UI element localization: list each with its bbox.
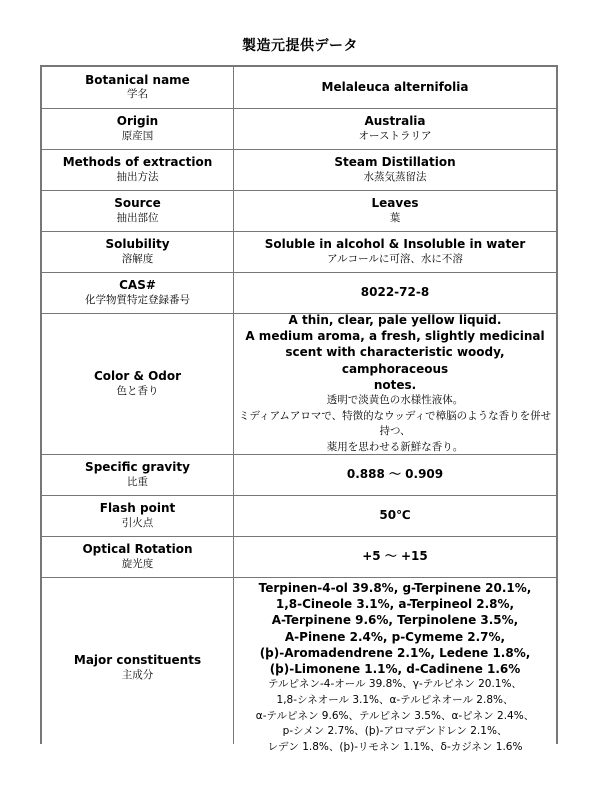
value-en: +5 ～ +15	[362, 549, 428, 564]
value-jp-line: α-テルピネン 9.6%、テルピネン 3.5%、α-ピネン 2.4%、	[255, 709, 535, 722]
value-jp-line: 透明で淡黄色の水様性液体。	[326, 393, 464, 406]
value-solubility	[234, 232, 556, 272]
value-en-line: (þ)-Limonene 1.1%, d-Cadinene 1.6%	[269, 662, 521, 676]
value-en-line: Terpinen-4-ol 39.8%, g-Terpinene 20.1%,	[258, 581, 532, 596]
label-origin	[42, 109, 233, 149]
value-en: Melaleuca alternifolia	[321, 79, 469, 94]
value-en-line: notes.	[373, 377, 417, 392]
label-jp: 抽出部位	[116, 211, 159, 224]
label-en: Optical Rotation	[82, 542, 193, 557]
label-flash-point	[42, 496, 233, 536]
label-optical-rotation	[42, 537, 233, 577]
label-jp: 引火点	[121, 516, 154, 529]
value-jp: 水蒸気蒸留法	[363, 170, 427, 183]
label-jp: 溶解度	[121, 252, 154, 265]
value-en-line: 1,8-Cineole 3.1%, a-Terpineol 2.8%,	[275, 597, 515, 612]
document-title: 製造元提供データ	[242, 38, 358, 54]
value-en: Steam Distillation	[334, 155, 456, 170]
value-color-odor	[234, 314, 556, 454]
value-en: Leaves	[371, 196, 419, 211]
value-en-line: (þ)-Aromadendrene 2.1%, Ledene 1.8%,	[259, 645, 531, 660]
value-en: Soluble in alcohol & Insoluble in water	[264, 237, 526, 252]
value-en-line: A-Terpinene 9.6%, Terpinolene 3.5%,	[271, 613, 519, 628]
label-en: CAS#	[119, 278, 156, 293]
value-en-line: A-Pinene 2.4%, p-Cymeme 2.7%,	[284, 629, 506, 644]
value-origin	[234, 109, 556, 149]
label-en: Methods of extraction	[62, 155, 213, 170]
value-specific-gravity	[234, 455, 556, 495]
value-optical-rotation	[234, 537, 556, 577]
label-color-odor	[42, 314, 233, 454]
value-jp: 葉	[389, 211, 401, 224]
value-en-line: A medium aroma, a fresh, slightly medicinal	[245, 329, 545, 344]
label-jp: 主成分	[121, 668, 154, 681]
label-major-constituents	[42, 578, 233, 758]
value-jp-line: ミディアムアロマで、特徴的なウッディで樟脳のような香りを併せ持つ、	[238, 409, 552, 438]
value-jp-line: 薬用を思わせる新鮮な香り。	[326, 441, 464, 454]
value-jp: アルコールに可溶、水に不溶	[327, 252, 463, 265]
label-en: Source	[114, 196, 161, 211]
label-en: Solubility	[105, 237, 170, 252]
value-jp-line: レデン 1.8%、(þ)-リモネン 1.1%、δ-カジネン 1.6%	[267, 741, 523, 754]
label-en: Color & Odor	[93, 369, 182, 384]
value-en: Australia	[364, 114, 426, 129]
value-en: 8022-72-8	[360, 285, 430, 300]
label-jp: 抽出方法	[116, 170, 159, 183]
label-jp: 旋光度	[121, 557, 154, 570]
label-botanical-name	[42, 67, 233, 108]
label-solubility	[42, 232, 233, 272]
value-en: 50℃	[379, 508, 411, 523]
label-specific-gravity	[42, 455, 233, 495]
value-en: 0.888 ～ 0.909	[346, 467, 444, 482]
value-flash-point	[234, 496, 556, 536]
label-en: Major constituents	[73, 653, 202, 668]
label-methods-of-extraction	[42, 150, 233, 190]
label-jp: 原産国	[121, 129, 154, 142]
label-jp: 比重	[127, 475, 148, 488]
value-source	[234, 191, 556, 231]
label-cas-number	[42, 273, 233, 313]
value-jp-line: p-シメン 2.7%、(þ)-アロマデンドレン 2.1%、	[282, 725, 508, 738]
value-jp-line: テルピネン-4-オール 39.8%、γ-テルピネン 20.1%、	[268, 678, 522, 691]
label-en: Specific gravity	[85, 460, 190, 475]
value-botanical-name	[234, 67, 556, 108]
label-en: Flash point	[99, 501, 176, 516]
value-methods-of-extraction	[234, 150, 556, 190]
value-jp-line: 1,8-シネオール 3.1%、α-テルピネオール 2.8%、	[276, 693, 514, 706]
value-en-line: scent with characteristic woody, camphoraceous	[285, 345, 505, 376]
label-en: Botanical name	[85, 72, 190, 87]
label-jp: 学名	[127, 88, 148, 101]
label-jp: 色と香り	[116, 384, 159, 397]
spec-table	[40, 65, 558, 754]
value-en-line: A thin, clear, pale yellow liquid.	[288, 313, 502, 328]
label-en: Origin	[116, 114, 159, 129]
label-source	[42, 191, 233, 231]
value-jp: オーストラリア	[358, 129, 432, 142]
value-major-constituents	[234, 578, 556, 758]
label-jp: 化学物質特定登録番号	[85, 293, 190, 306]
value-cas-number	[234, 273, 556, 313]
